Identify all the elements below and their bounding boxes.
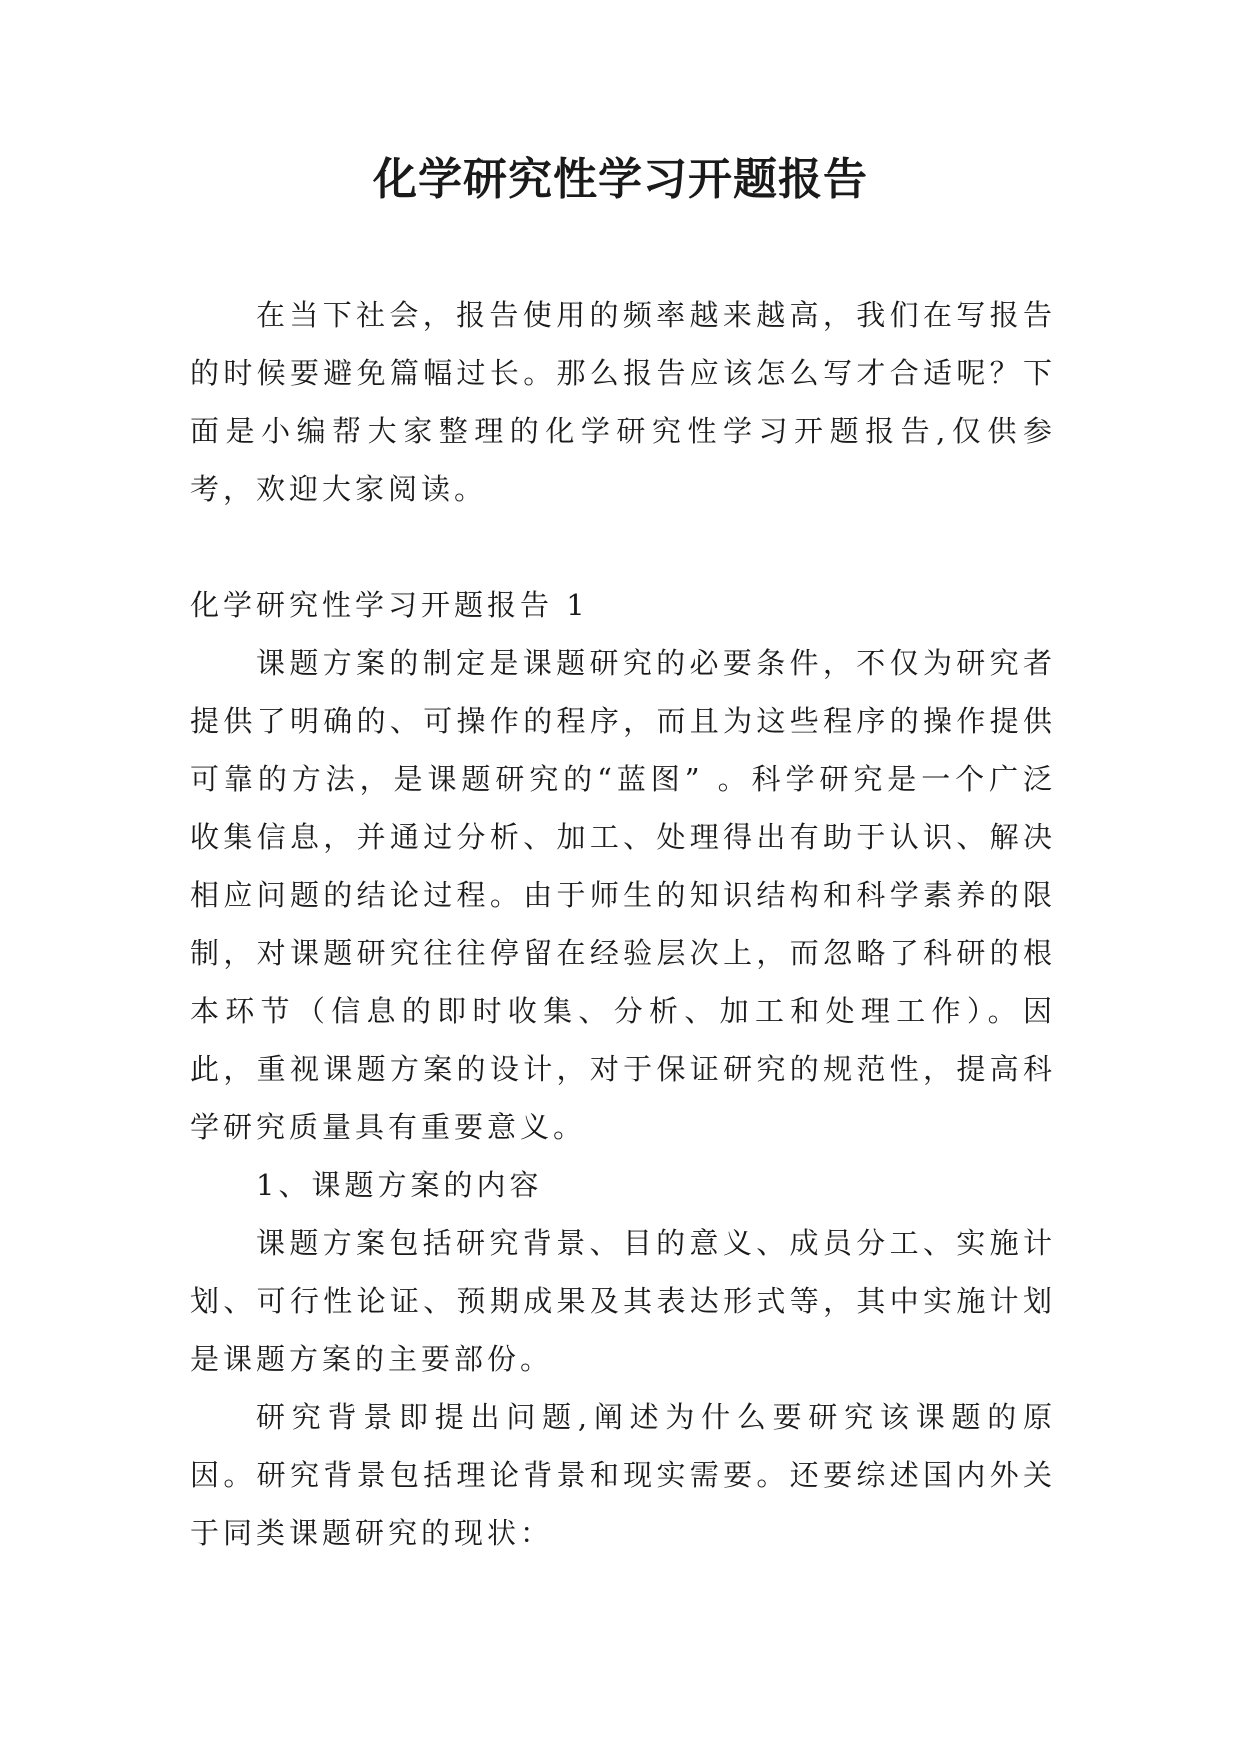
document-title: 化学研究性学习开题报告	[373, 154, 868, 205]
section-1-paragraph-3: 研究背景即提出问题,阐述为什么要研究该课题的原因。研究背景包括理论背景和现实需要。还要综述国内外关于同类课题研究的现状：	[190, 1400, 1056, 1550]
section-1-paragraph-1: 课题方案的制定是课题研究的必要条件，不仅为研究者提供了明确的、可操作的程序，而且为这些程序的操作提供可靠的方法，是课题研究的“蓝图” 。科学研究是一个广泛收集信息，并通过分析、加工、处理得出有助于认识、解决相应问题的结论过程。由于师生的知识结构和科学素养的限制，对课题研究往往停留在经验层次上，而忽略了科研的根本环节（信息的即时收集、分析、加工和处理工作）。因此，重视课题方案的设计，对于保证研究的规范性，提高科学研究质量具有重要意义。	[190, 646, 1056, 1144]
section-1-paragraph-2: 课题方案包括研究背景、目的意义、成员分工、实施计划、可行性论证、预期成果及其表达形式等，其中实施计划是课题方案的主要部份。	[190, 1226, 1056, 1376]
intro-paragraph: 在当下社会，报告使用的频率越来越高，我们在写报告的时候要避免篇幅过长。那么报告应该怎么写才合适呢？下面是小编帮大家整理的化学研究性学习开题报告,仅供参考，欢迎大家阅读。	[190, 298, 1056, 506]
intro-block	[190, 286, 1056, 518]
section-1	[190, 576, 1056, 1562]
section-1-heading: 化学研究性学习开题报告 1	[190, 588, 589, 622]
section-1-subheading-1: 1、课题方案的内容	[256, 1168, 543, 1202]
